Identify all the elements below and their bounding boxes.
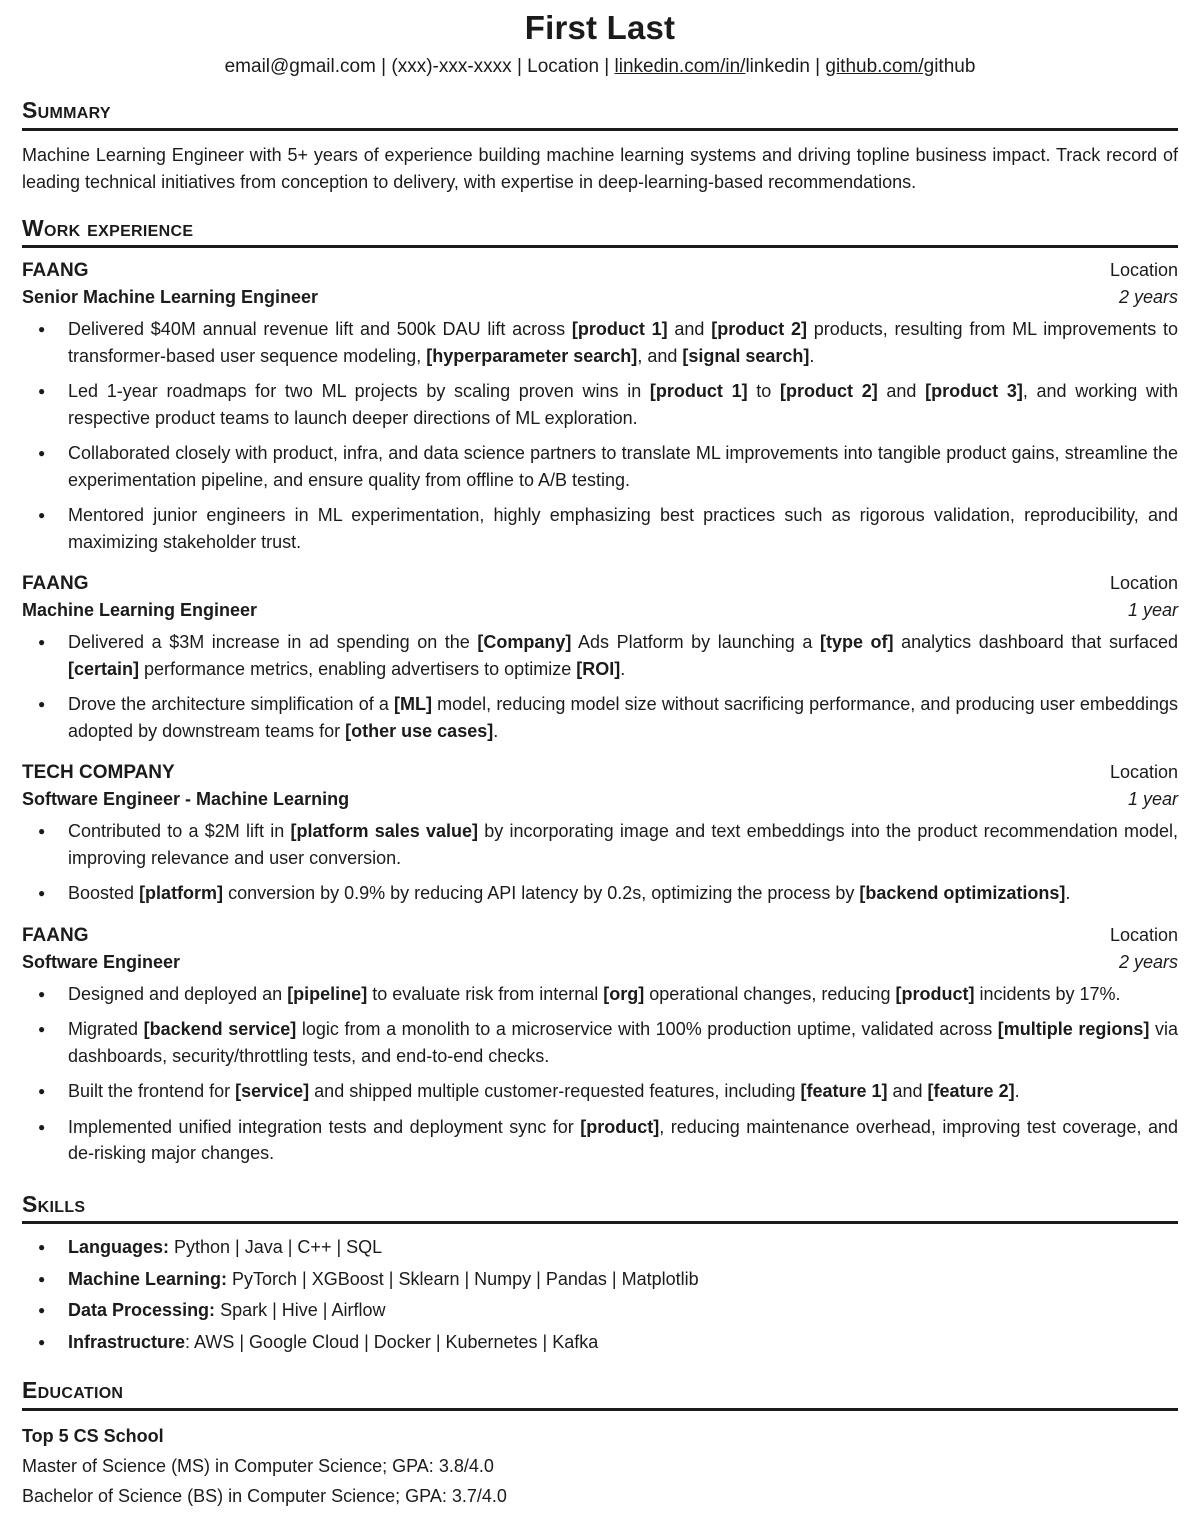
text-segment: Boosted <box>68 883 140 904</box>
text-segment: [platform sales value] <box>290 821 479 842</box>
education-degree: Master of Science (MS) in Computer Science; GPA: 3.8/4.0 <box>22 1455 494 1476</box>
job-bullet-list <box>22 316 1178 555</box>
text-segment: logic from a monolith to a microservice with 100% production uptime, validated across <box>296 1019 998 1040</box>
text-segment: ithub <box>934 55 976 77</box>
text-segment: | <box>809 55 826 77</box>
bullet-icon: ● <box>38 1119 46 1134</box>
job-bullet <box>22 316 1178 369</box>
job-location: Location <box>1109 924 1178 945</box>
bullet-icon: ● <box>38 1334 46 1349</box>
skill-category-label: Infrastructure <box>68 1331 186 1352</box>
job-title: Software Engineer - Machine Learning <box>22 789 350 810</box>
job-location: Location <box>1109 260 1178 281</box>
text-segment: and <box>667 319 712 340</box>
skill-category-label: Data Processing: <box>68 1300 216 1321</box>
resume-name: First Last <box>524 9 676 46</box>
bullet-icon: ● <box>38 446 46 461</box>
job-title: Machine Learning Engineer <box>22 600 258 621</box>
text-segment: , reducing maintenance overhead, improving test coverage, and de-risking major changes. <box>68 1116 1178 1164</box>
job-entry <box>22 257 1178 555</box>
text-segment: conversion by 0.9% by reducing API latency by 0.2s, optimizing the process by <box>223 883 860 904</box>
bullet-icon: ● <box>38 508 46 523</box>
bullet-icon: ● <box>38 1022 46 1037</box>
text-segment: Collaborated closely with product, infra, and data science partners to translate ML improvements into tangible product gains, streamline the experimentation pipeline, and ensure quality from offline to A/B testing. <box>68 443 1178 490</box>
job-entry <box>22 759 1178 907</box>
job-title-row <box>22 786 1178 812</box>
bullet-text <box>68 818 1178 871</box>
job-bullet <box>22 818 1178 871</box>
bullet-icon: ● <box>38 1303 46 1318</box>
jobs-container <box>22 257 1178 1167</box>
text-segment: [backend optimizations] <box>859 883 1066 904</box>
text-segment: Migrated <box>68 1019 144 1040</box>
education-heading: Education <box>22 1377 1178 1410</box>
skill-text <box>68 1297 1178 1324</box>
bullet-icon: ● <box>38 635 46 650</box>
text-segment: [product 3] <box>925 381 1023 402</box>
job-bullet <box>22 1078 1178 1105</box>
text-segment: incidents by 17%. <box>974 983 1121 1004</box>
text-segment: [ML] <box>394 694 432 715</box>
bullet-text <box>68 880 1178 907</box>
text-segment: . <box>809 345 815 366</box>
text-segment: by incorporating image and text embeddings into the product recommendation model, improving relevance and user conversion. <box>68 821 1178 868</box>
text-segment: Contributed to a $2M lift in <box>68 821 291 842</box>
skill-category-label: Machine Learning: <box>68 1268 228 1289</box>
text-segment: Mentored junior engineers in ML experimentation, highly emphasizing best practices such as rigorous validation, reproducibility, and maximizing stakeholder trust. <box>68 505 1178 552</box>
text-segment: and <box>887 1081 928 1102</box>
text-segment: [other use cases] <box>345 720 494 741</box>
job-location: Location <box>1109 573 1178 594</box>
bullet-icon: ● <box>38 986 46 1001</box>
text-segment: . <box>620 658 626 679</box>
contact-line <box>22 55 1178 80</box>
skill-values: Spark | Hive | Airflow <box>215 1300 386 1321</box>
text-segment: [ROI] <box>576 658 621 679</box>
text-segment: [feature 1] <box>800 1081 888 1102</box>
skill-category-label: Languages: <box>68 1237 170 1258</box>
text-segment: performance metrics, enabling advertisers to optimize <box>139 658 577 679</box>
text-segment: Ads Platform by launching a <box>571 632 820 653</box>
job-company: FAANG <box>22 260 89 282</box>
text-segment: operational changes, reducing <box>644 983 896 1004</box>
job-title: Senior Machine Learning Engineer <box>22 287 319 308</box>
skill-text <box>68 1329 1178 1356</box>
text-segment: Built the frontend for <box>68 1081 236 1102</box>
text-segment: [feature 2] <box>927 1081 1015 1102</box>
job-duration: 2 years <box>1118 287 1178 308</box>
text-segment: email@gmail.com | (xxx)-xxx-xxxx | Location | <box>224 55 615 77</box>
bullet-text <box>68 691 1178 744</box>
text-segment: [service] <box>235 1081 310 1102</box>
text-segment: Delivered a $3M increase in ad spending on the <box>68 632 478 653</box>
text-segment: . <box>493 720 499 741</box>
job-duration: 2 years <box>1118 951 1178 972</box>
job-bullet <box>22 880 1178 907</box>
text-segment: [certain] <box>68 658 140 679</box>
bullet-icon: ● <box>38 1240 46 1255</box>
bullet-text <box>68 440 1178 493</box>
job-bullet <box>22 502 1178 555</box>
skill-item <box>22 1266 1178 1293</box>
job-bullet <box>22 440 1178 493</box>
text-segment: [Company] <box>477 632 572 653</box>
text-segment: Delivered $40M annual revenue lift and 500k DAU lift across <box>68 319 572 340</box>
job-bullet-list <box>22 818 1178 907</box>
skill-item <box>22 1297 1178 1324</box>
text-segment: [product] <box>580 1116 660 1137</box>
job-company: FAANG <box>22 924 89 946</box>
bullet-icon: ● <box>38 384 46 399</box>
resume-page <box>22 8 1178 1511</box>
job-bullet <box>22 378 1178 431</box>
text-segment: [hyperparameter search] <box>426 345 638 366</box>
text-segment: to <box>747 381 781 402</box>
job-title-row <box>22 284 1178 310</box>
text-segment: [platform] <box>139 883 224 904</box>
skill-text <box>68 1234 1178 1261</box>
contact-link[interactable]: github.com/g <box>825 55 935 77</box>
text-segment: Drove the architecture simplification of a <box>68 694 395 715</box>
text-segment: [product 1] <box>571 319 668 340</box>
job-bullet <box>22 1114 1178 1167</box>
education-degree: Bachelor of Science (BS) in Computer Science; GPA: 3.7/4.0 <box>22 1485 507 1506</box>
text-segment: products, resulting from ML improvements to transformer-based user sequence modeling, <box>68 319 1179 366</box>
skill-item <box>22 1329 1178 1356</box>
job-bullet <box>22 981 1178 1008</box>
text-segment: . <box>1014 1081 1020 1102</box>
text-segment: [pipeline] <box>287 983 368 1004</box>
text-segment: [signal search] <box>682 345 810 366</box>
bullet-icon: ● <box>38 886 46 901</box>
text-segment: Led 1-year roadmaps for two ML projects by scaling proven wins in <box>68 381 650 402</box>
text-segment: to evaluate risk from internal <box>367 983 604 1004</box>
skills-list <box>22 1234 1178 1355</box>
bullet-icon: ● <box>38 322 46 337</box>
text-segment: [product 2] <box>711 319 807 340</box>
text-segment: and shipped multiple customer-requested features, including <box>309 1081 801 1102</box>
text-segment: via dashboards, security/throttling tests, and end-to-end checks. <box>68 1019 1178 1066</box>
bullet-text <box>68 1016 1178 1069</box>
job-header-row <box>22 257 1178 284</box>
section-summary <box>22 97 1178 196</box>
section-education <box>22 1377 1178 1510</box>
job-title-row <box>22 597 1178 623</box>
job-bullet <box>22 691 1178 744</box>
section-skills <box>22 1191 1178 1355</box>
job-title-row <box>22 949 1178 975</box>
bullet-text <box>68 316 1178 369</box>
job-header-row <box>22 570 1178 597</box>
job-entry <box>22 922 1178 1167</box>
text-segment: linkedin <box>745 55 810 77</box>
summary-heading: Summary <box>22 97 1178 130</box>
job-bullet <box>22 1016 1178 1069</box>
text-segment: model, reducing model size without sacrificing performance, and producing user embeddings adopted by downstream teams for <box>68 694 1178 741</box>
contact-link[interactable]: linkedin.com/in/ <box>614 55 746 77</box>
skill-item <box>22 1234 1178 1261</box>
job-header-row <box>22 922 1178 949</box>
job-title: Software Engineer <box>22 951 181 972</box>
text-segment: [type of] <box>819 632 894 653</box>
text-segment: [product 1] <box>649 381 748 402</box>
bullet-text <box>68 502 1178 555</box>
job-header-row <box>22 759 1178 786</box>
job-entry <box>22 570 1178 744</box>
job-bullet <box>22 629 1178 682</box>
text-segment: analytics dashboard that surfaced <box>893 632 1178 653</box>
skill-values: PyTorch | XGBoost | Sklearn | Numpy | Pandas | Matplotlib <box>227 1268 699 1289</box>
job-company: TECH COMPANY <box>22 762 175 784</box>
job-location: Location <box>1109 762 1178 783</box>
text-segment: and <box>877 381 926 402</box>
text-segment: , and working with respective product teams to launch deeper directions of ML exploration. <box>68 381 1178 428</box>
skill-text <box>68 1266 1178 1293</box>
work-experience-heading: Work experience <box>22 215 1178 248</box>
job-duration: 1 year <box>1127 789 1178 810</box>
summary-text: Machine Learning Engineer with 5+ years of experience building machine learning systems and driving topline business impact. Track record of leading technical initiatives from conception to delivery, with expertise in deep-learning-based recommendations. <box>22 144 1178 193</box>
skills-heading: Skills <box>22 1191 1178 1224</box>
job-bullet-list <box>22 629 1178 744</box>
text-segment: Designed and deployed an <box>68 983 288 1004</box>
text-segment: [org] <box>603 983 645 1004</box>
bullet-text <box>68 629 1178 682</box>
bullet-icon: ● <box>38 824 46 839</box>
bullet-text <box>68 378 1178 431</box>
bullet-icon: ● <box>38 697 46 712</box>
text-segment: [multiple regions] <box>997 1019 1150 1040</box>
text-segment: [product 2] <box>780 381 878 402</box>
bullet-text <box>68 1114 1178 1167</box>
text-segment: [backend service] <box>143 1019 297 1040</box>
skill-values: Python | Java | C++ | SQL <box>169 1237 383 1258</box>
skill-values: : AWS | Google Cloud | Docker | Kubernetes | Kafka <box>185 1331 599 1352</box>
bullet-text <box>68 1078 1178 1105</box>
education-school: Top 5 CS School <box>22 1425 164 1446</box>
education-block <box>22 1421 1178 1511</box>
job-company: FAANG <box>22 573 89 595</box>
job-bullet-list <box>22 981 1178 1167</box>
bullet-text <box>68 981 1178 1008</box>
text-segment: Implemented unified integration tests and deployment sync for <box>68 1116 581 1137</box>
text-segment: [product] <box>895 983 975 1004</box>
bullet-icon: ● <box>38 1084 46 1099</box>
section-work-experience <box>22 215 1178 1167</box>
job-duration: 1 year <box>1127 600 1178 621</box>
text-segment: , and <box>637 345 683 366</box>
text-segment: . <box>1065 883 1071 904</box>
bullet-icon: ● <box>38 1271 46 1286</box>
